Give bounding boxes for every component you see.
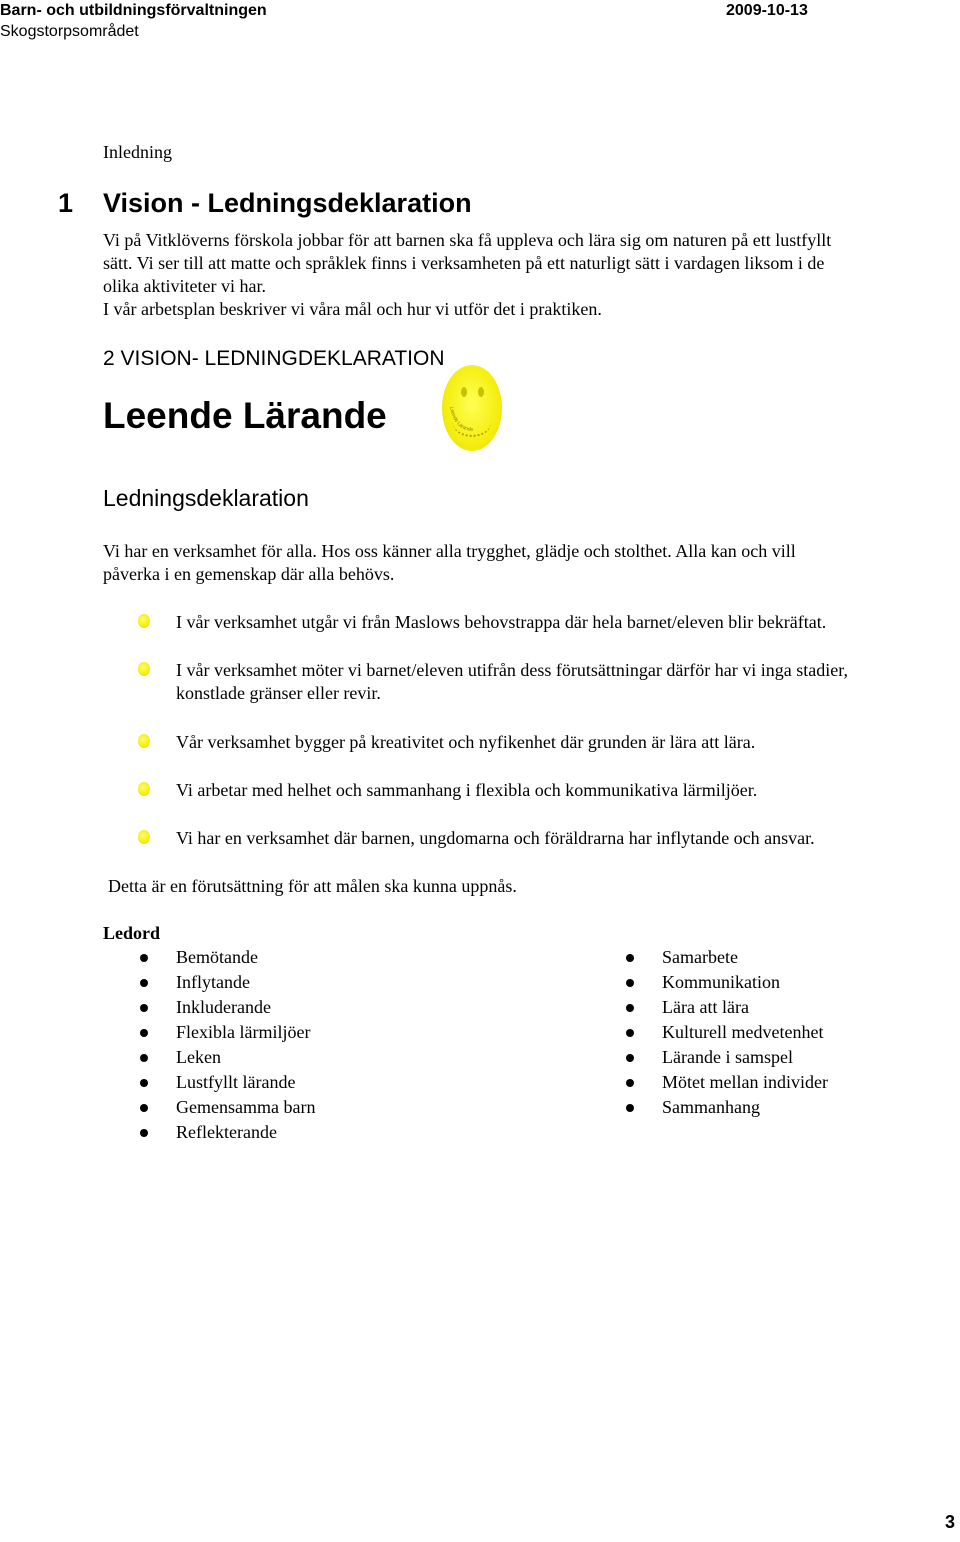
bullet-text: konstlade gränser eller revir. bbox=[176, 683, 381, 703]
bullet-text: Vi arbetar med helhet och sammanhang i flexibla och kommunikativa lärmiljöer. bbox=[176, 780, 758, 800]
bullet-dot-icon bbox=[626, 1029, 634, 1037]
smiley-bullet-icon bbox=[138, 830, 150, 844]
section2-intro-line: påverka i en gemenskap där alla behövs. bbox=[103, 564, 395, 584]
list-item: Samarbete bbox=[624, 945, 828, 970]
list-item bbox=[138, 611, 948, 634]
list-item: Inkluderande bbox=[138, 995, 315, 1020]
bullet-dot-icon bbox=[626, 979, 634, 987]
list-item: Kommunikation bbox=[624, 970, 828, 995]
section2-intro bbox=[103, 540, 953, 586]
section1-title: Vision - Ledningsdeklaration bbox=[103, 188, 472, 218]
svg-text:Leende Lärande: Leende Lärande bbox=[448, 406, 474, 434]
smiley-logo-text bbox=[442, 365, 502, 451]
smiley-bullet-icon bbox=[138, 734, 150, 748]
header-area: Skogstorpsområdet bbox=[0, 23, 139, 40]
bullet-dot-icon bbox=[626, 1004, 634, 1012]
list-item: Inflytande bbox=[138, 970, 315, 995]
page-number: 3 bbox=[945, 1512, 956, 1532]
bullet-dot-icon bbox=[626, 1054, 634, 1062]
bullet-dot-icon bbox=[140, 1029, 148, 1037]
bullet-text: Vi har en verksamhet där barnen, ungdomarna och föräldrarna har inflytande och ansvar. bbox=[176, 828, 815, 848]
bullet-dot-icon bbox=[140, 1004, 148, 1012]
bullet-dot-icon bbox=[140, 1104, 148, 1112]
section1-line: sätt. Vi ser till att matte och språklek finns i verksamheten på ett naturligt sätt i vardagen liksom i de bbox=[103, 253, 825, 273]
ledord-list-left bbox=[138, 945, 315, 1145]
list-item: Lustfyllt lärande bbox=[138, 1070, 315, 1095]
bullet-dot-icon bbox=[140, 1079, 148, 1087]
list-item: Kulturell medvetenhet bbox=[624, 1020, 828, 1045]
section1-number: 1 bbox=[58, 188, 74, 218]
ledord-list-right bbox=[624, 945, 828, 1120]
list-item: Reflekterande bbox=[138, 1120, 315, 1145]
list-item: Mötet mellan individer bbox=[624, 1070, 828, 1095]
ledord-heading: Ledord bbox=[103, 923, 161, 943]
bullet-text: I vår verksamhet möter vi barnet/eleven utifrån dess förutsättningar därför har vi inga stadier, bbox=[176, 660, 849, 680]
smiley-bullet-icon bbox=[138, 614, 150, 628]
list-item: Flexibla lärmiljöer bbox=[138, 1020, 315, 1045]
bullet-text: I vår verksamhet utgår vi från Maslows behovstrappa där hela barnet/eleven blir bekräftat. bbox=[176, 612, 827, 632]
section2-intro-line: Vi har en verksamhet för alla. Hos oss känner alla trygghet, glädje och stolthet. Alla kan och vill bbox=[103, 541, 796, 561]
section1-line: I vår arbetsplan beskriver vi våra mål och hur vi utför det i praktiken. bbox=[103, 299, 602, 319]
list-item: Bemötande bbox=[138, 945, 315, 970]
section2-title: 2 VISION- LEDNINGDEKLARATION bbox=[103, 347, 445, 370]
list-item bbox=[138, 731, 948, 754]
bullet-text: Vår verksamhet bygger på kreativitet och nyfikenhet där grunden är lära att lära. bbox=[176, 732, 756, 752]
bullet-dot-icon bbox=[140, 1054, 148, 1062]
list-item bbox=[138, 659, 948, 705]
header-org: Barn- och utbildningsförvaltningen bbox=[0, 2, 267, 19]
list-item: Gemensamma barn bbox=[138, 1095, 315, 1120]
list-item bbox=[138, 827, 948, 850]
list-item: Leken bbox=[138, 1045, 315, 1070]
conclusion-text: Detta är en förutsättning för att målen ska kunna uppnås. bbox=[108, 876, 517, 896]
smiley-logo bbox=[442, 365, 502, 451]
section2-subtitle: Ledningsdeklaration bbox=[103, 485, 309, 511]
bullet-dot-icon bbox=[140, 979, 148, 987]
smiley-bullet-icon bbox=[138, 662, 150, 676]
header-date: 2009-10-13 bbox=[726, 2, 808, 19]
smiley-bullet-icon bbox=[138, 782, 150, 796]
list-item: Lärande i samspel bbox=[624, 1045, 828, 1070]
bullet-dot-icon bbox=[626, 954, 634, 962]
list-item bbox=[138, 779, 948, 802]
bullet-dot-icon bbox=[140, 954, 148, 962]
bullet-dot-icon bbox=[626, 1104, 634, 1112]
big-title: Leende Lärande bbox=[103, 395, 387, 436]
list-item: Lära att lära bbox=[624, 995, 828, 1020]
section1-line: olika aktiviteter vi har. bbox=[103, 276, 266, 296]
section1-paragraph bbox=[103, 229, 953, 321]
intro-label: Inledning bbox=[103, 142, 172, 162]
section1-line: Vi på Vitklöverns förskola jobbar för att barnen ska få uppleva och lära sig om naturen på ett lustfyllt bbox=[103, 230, 832, 250]
bullet-dot-icon bbox=[140, 1129, 148, 1137]
list-item: Sammanhang bbox=[624, 1095, 828, 1120]
bullet-dot-icon bbox=[626, 1079, 634, 1087]
